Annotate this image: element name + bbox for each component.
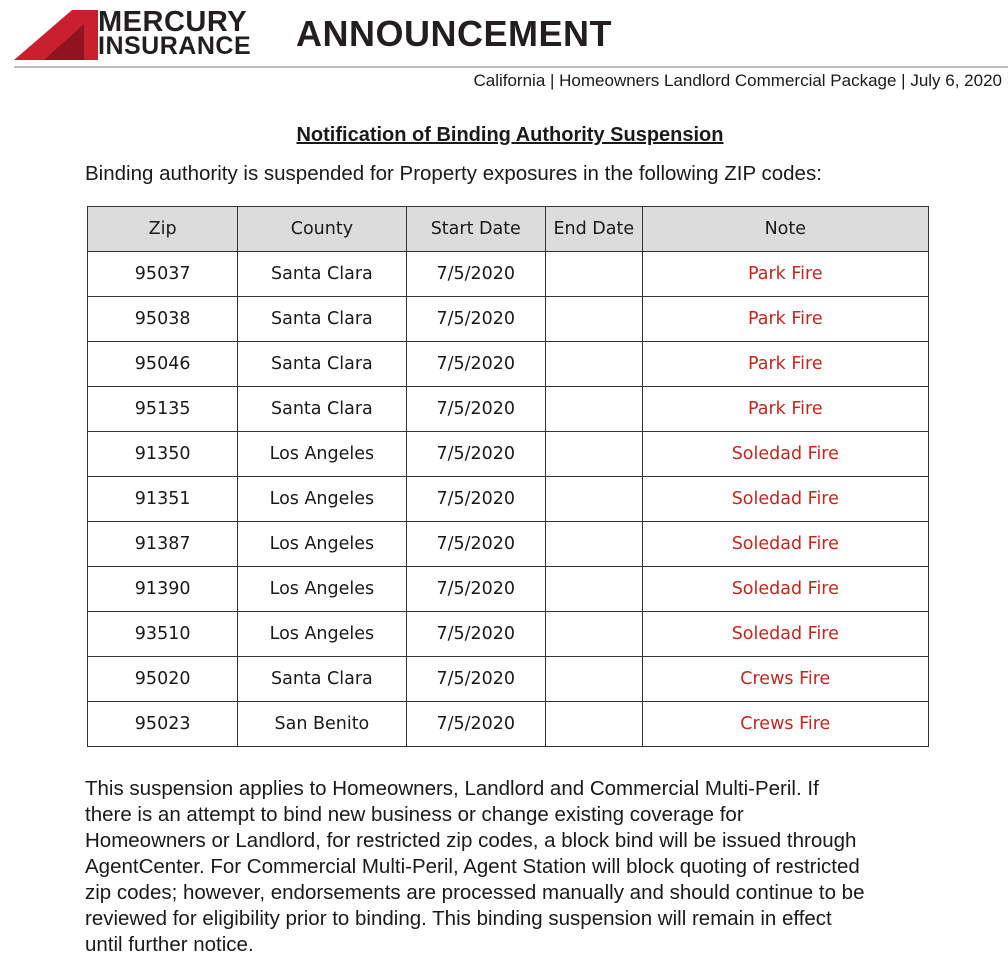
cell-end-date	[546, 342, 643, 387]
cell-zip: 95038	[88, 297, 238, 342]
cell-county: Los Angeles	[238, 522, 406, 567]
cell-county: Los Angeles	[238, 567, 406, 612]
cell-zip: 95046	[88, 342, 238, 387]
cell-county: Santa Clara	[238, 387, 406, 432]
cell-county: Los Angeles	[238, 477, 406, 522]
cell-county: San Benito	[238, 702, 406, 747]
table-row	[88, 612, 929, 657]
mercury-logo-icon	[14, 10, 98, 60]
cell-note: Soledad Fire	[642, 432, 928, 477]
table-row	[88, 522, 929, 567]
cell-start-date: 7/5/2020	[406, 387, 546, 432]
table-row	[88, 702, 929, 747]
notice-title: Notification of Binding Authority Suspension	[296, 124, 724, 146]
cell-end-date	[546, 702, 643, 747]
cell-start-date: 7/5/2020	[406, 252, 546, 297]
cell-zip: 95135	[88, 387, 238, 432]
cell-end-date	[546, 387, 643, 432]
cell-zip: 91350	[88, 432, 238, 477]
cell-note: Soledad Fire	[642, 612, 928, 657]
suspension-details-paragraph: This suspension applies to Homeowners, Landlord and Commercial Multi-Peril. If there is an attempt to bind new business or change existing coverage for Homeowners or Landlord, for restricted zip codes, a block bind will be issued through AgentCenter. For Commercial Multi-Peril, Agent Station will block quoting of restricted zip codes; however, endorsements are processed manually and should continue to be reviewed for eligibility prior to binding. This binding suspension will remain in effect until further notice.	[85, 777, 865, 956]
table-row	[88, 567, 929, 612]
cell-county: Los Angeles	[238, 432, 406, 477]
cell-zip: 91351	[88, 477, 238, 522]
cell-note: Crews Fire	[642, 657, 928, 702]
cell-zip: 91390	[88, 567, 238, 612]
logo-line-mercury: MERCURY	[98, 6, 248, 38]
cell-end-date	[546, 252, 643, 297]
header-county: County	[238, 207, 406, 252]
cell-start-date: 7/5/2020	[406, 297, 546, 342]
cell-county: Santa Clara	[238, 252, 406, 297]
header-end-date: End Date	[546, 207, 643, 252]
notice-intro: Binding authority is suspended for Property exposures in the following ZIP codes:	[85, 162, 822, 185]
cell-note: Soledad Fire	[642, 477, 928, 522]
cell-start-date: 7/5/2020	[406, 702, 546, 747]
announcement-label: ANNOUNCEMENT	[296, 13, 612, 54]
announcement-header	[0, 0, 1008, 90]
cell-zip: 95023	[88, 702, 238, 747]
cell-zip: 93510	[88, 612, 238, 657]
cell-end-date	[546, 657, 643, 702]
logo-line-insurance: INSURANCE	[98, 32, 252, 60]
cell-end-date	[546, 522, 643, 567]
table-row	[88, 657, 929, 702]
cell-note: Park Fire	[642, 387, 928, 432]
table-row	[88, 297, 929, 342]
cell-zip: 95037	[88, 252, 238, 297]
table-header-row	[88, 207, 929, 252]
zip-suspension-table	[87, 206, 929, 747]
cell-start-date: 7/5/2020	[406, 342, 546, 387]
cell-zip: 95020	[88, 657, 238, 702]
cell-start-date: 7/5/2020	[406, 612, 546, 657]
header-note: Note	[642, 207, 928, 252]
cell-note: Park Fire	[642, 297, 928, 342]
table-row	[88, 432, 929, 477]
cell-note: Park Fire	[642, 252, 928, 297]
cell-start-date: 7/5/2020	[406, 657, 546, 702]
header-divider	[14, 66, 1008, 68]
table-row	[88, 342, 929, 387]
cell-note: Soledad Fire	[642, 567, 928, 612]
cell-county: Santa Clara	[238, 342, 406, 387]
cell-start-date: 7/5/2020	[406, 567, 546, 612]
header-start-date: Start Date	[406, 207, 546, 252]
cell-county: Los Angeles	[238, 612, 406, 657]
header-zip: Zip	[88, 207, 238, 252]
table-row	[88, 252, 929, 297]
logo-wordmark	[98, 8, 251, 59]
cell-county: Santa Clara	[238, 657, 406, 702]
table-row	[88, 387, 929, 432]
cell-note: Park Fire	[642, 342, 928, 387]
announcement-subheader: California | Homeowners Landlord Commercial Package | July 6, 2020	[473, 71, 1002, 90]
cell-end-date	[546, 432, 643, 477]
table-row	[88, 477, 929, 522]
cell-note: Crews Fire	[642, 702, 928, 747]
cell-zip: 91387	[88, 522, 238, 567]
cell-end-date	[546, 567, 643, 612]
cell-end-date	[546, 297, 643, 342]
cell-end-date	[546, 477, 643, 522]
cell-start-date: 7/5/2020	[406, 432, 546, 477]
cell-note: Soledad Fire	[642, 522, 928, 567]
cell-start-date: 7/5/2020	[406, 522, 546, 567]
cell-end-date	[546, 612, 643, 657]
cell-start-date: 7/5/2020	[406, 477, 546, 522]
cell-county: Santa Clara	[238, 297, 406, 342]
